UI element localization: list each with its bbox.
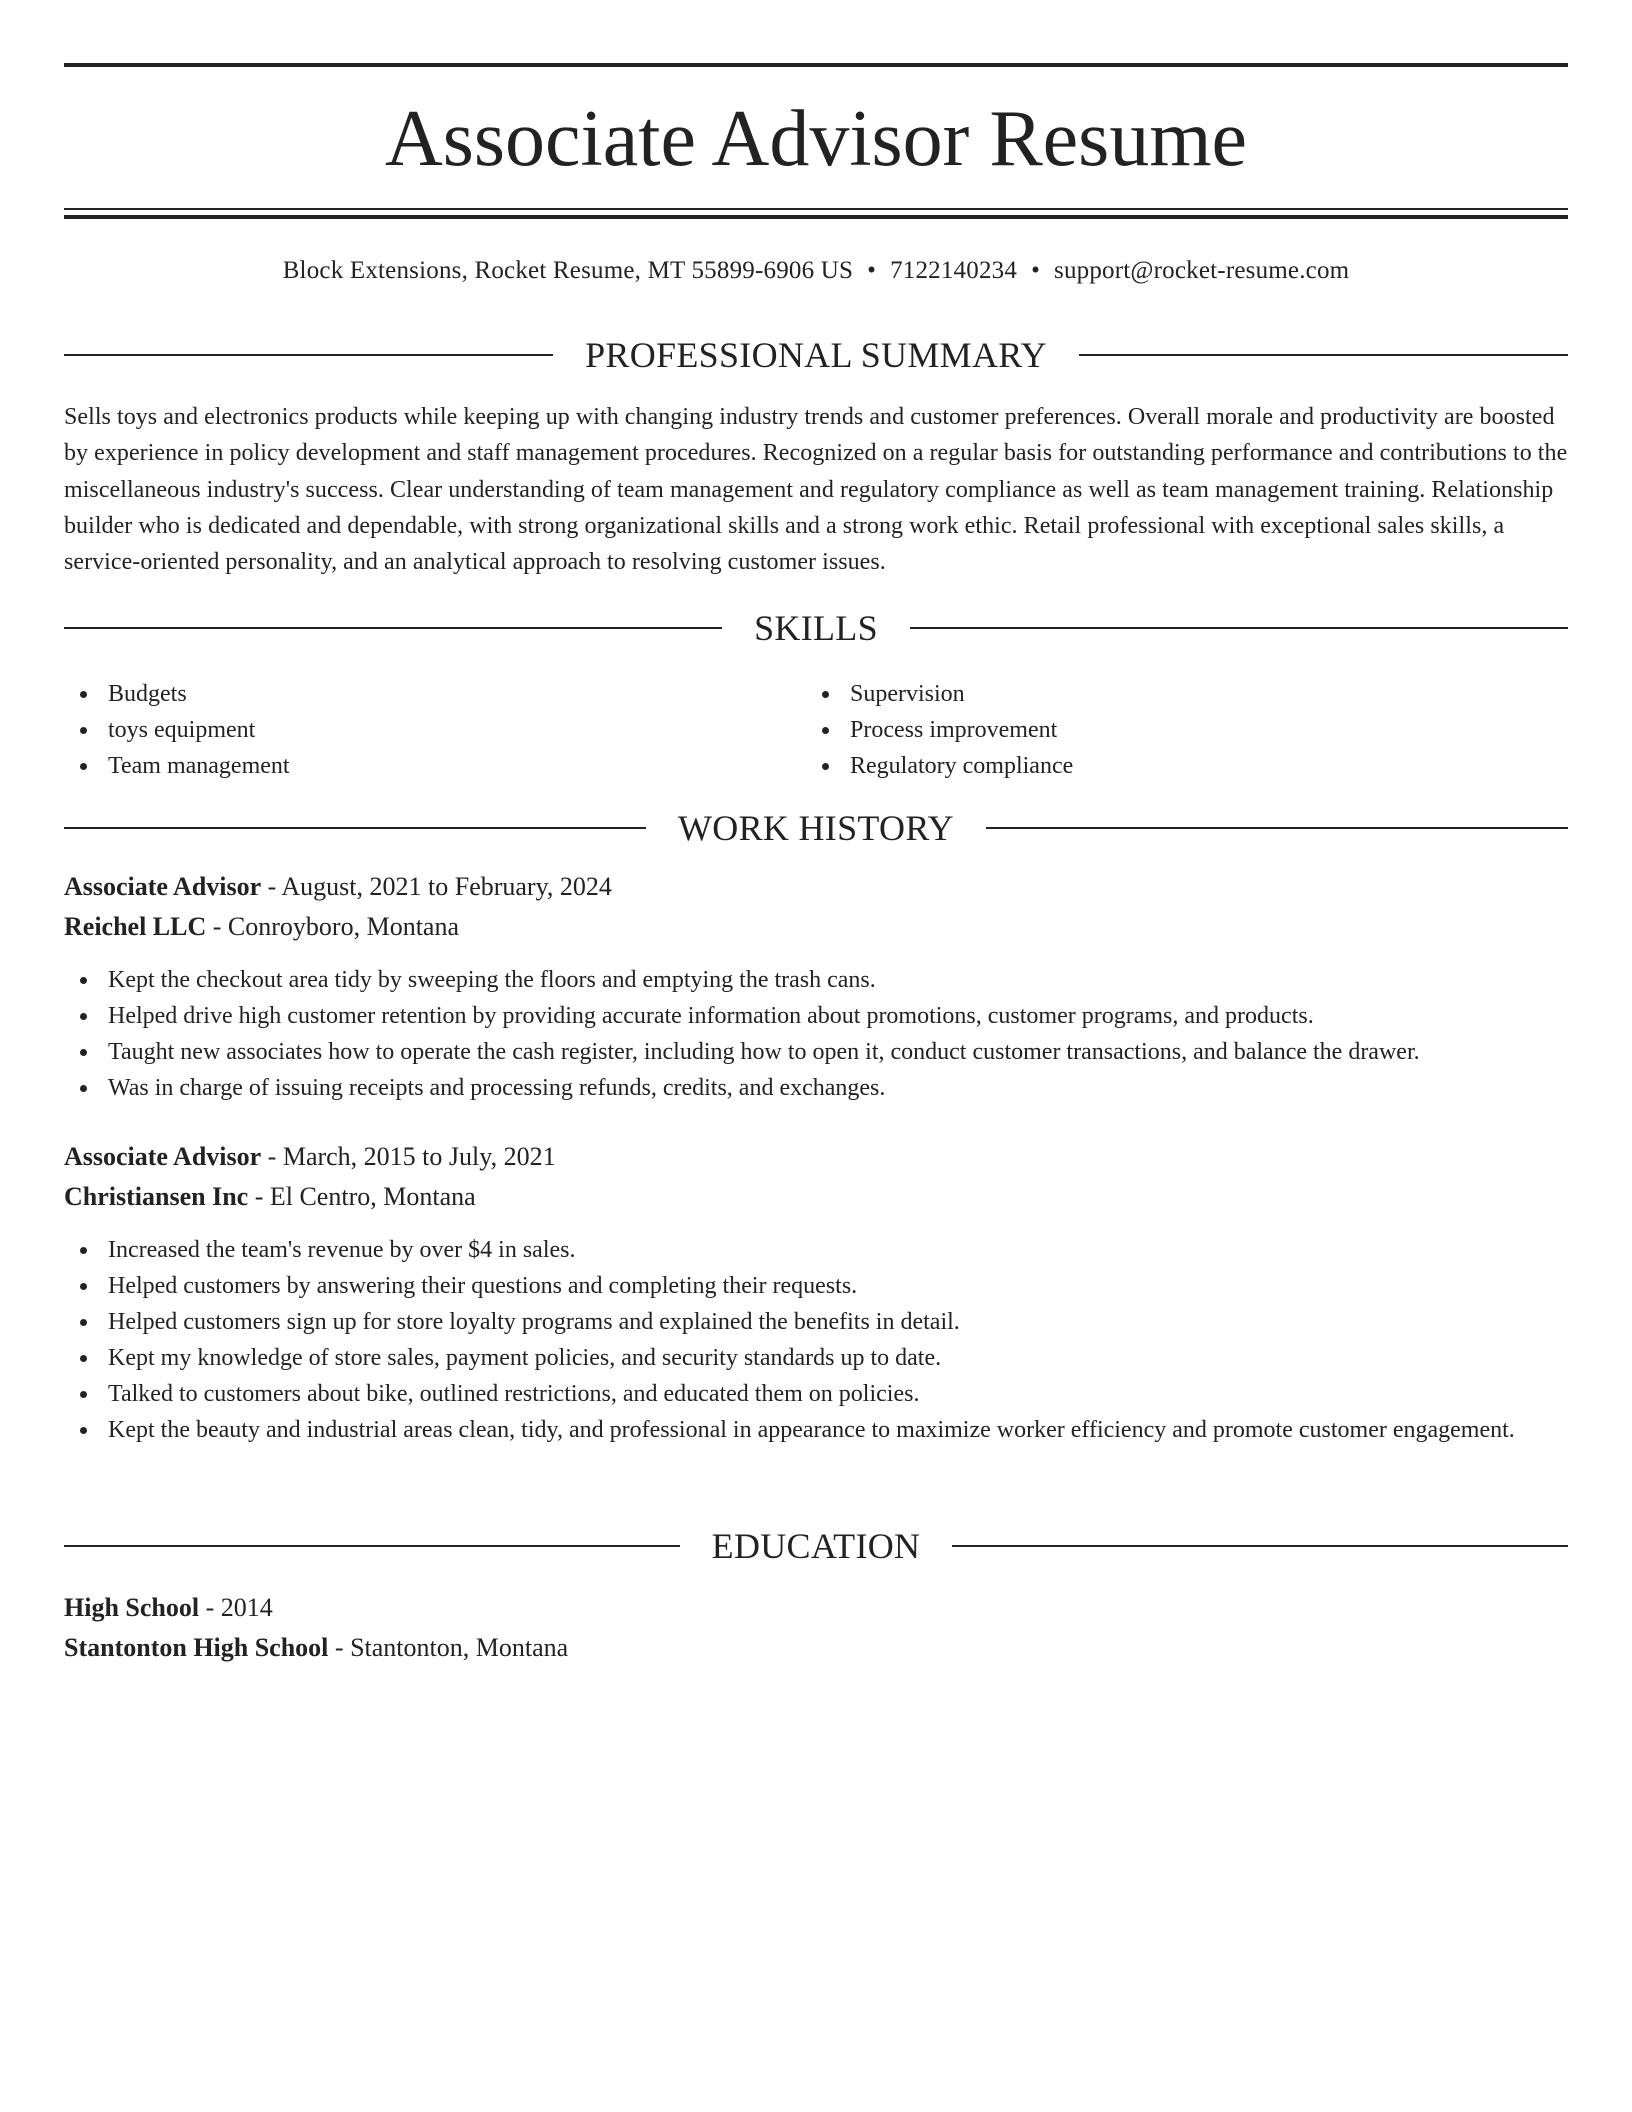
contact-separator: • — [1031, 257, 1041, 284]
education-heading-text: EDUCATION — [711, 1526, 921, 1566]
education-degree: High School — [64, 1593, 200, 1622]
skill-item: Budgets — [64, 676, 764, 712]
skills-heading — [64, 606, 1568, 650]
skills-heading-text: SKILLS — [754, 608, 878, 648]
skills-list-left — [64, 676, 764, 784]
education-school: Stantonton High School — [64, 1633, 329, 1662]
job-bullet: Helped customers sign up for store loyalty programs and explained the benefits in detail. — [64, 1304, 1568, 1340]
summary-text: Sells toys and electronics products while keeping up with changing industry trends and customer preferences. Overall morale and productivity are boosted by experience in policy development and staff management procedures. Recognized on a regular basis for outstanding performance and contributions to the miscellaneous industry's success. Clear understanding of team management and regulatory compliance as well as team management training. Relationship builder who is dedicated and dependable, with strong organizational skills and a strong work ethic. Retail professional with exceptional sales skills, a service-oriented personality, and an analytical approach to resolving customer issues. — [64, 404, 1568, 576]
job-location: - Conroyboro, Montana — [206, 912, 460, 941]
skill-item: Supervision — [806, 676, 1506, 712]
job-bullet: Helped drive high customer retention by providing accurate information about promotions, customer programs, and products. — [64, 998, 1568, 1034]
summary-heading — [64, 333, 1568, 377]
contact-address: Block Extensions, Rocket Resume, MT 55899-6906 US — [282, 257, 854, 284]
job-company-line — [64, 1179, 476, 1215]
education-school-line — [64, 1630, 568, 1666]
contact-email: support@rocket-resume.com — [1054, 257, 1350, 284]
education-year: - 2014 — [199, 1593, 273, 1622]
education-location: - Stantonton, Montana — [328, 1633, 569, 1662]
job-title-line — [64, 869, 612, 905]
job-dates: - March, 2015 to July, 2021 — [261, 1142, 556, 1171]
contact-phone: 7122140234 — [890, 257, 1018, 284]
job-location: - El Centro, Montana — [248, 1182, 476, 1211]
top-rule — [64, 63, 1568, 67]
skill-item: Process improvement — [806, 712, 1506, 748]
job-bullets — [64, 1232, 1568, 1448]
job-company: Christiansen Inc — [64, 1182, 249, 1211]
job-bullet: Taught new associates how to operate the cash register, including how to open it, conduct customer transactions, and balance the drawer. — [64, 1034, 1568, 1070]
skill-item: toys equipment — [64, 712, 764, 748]
job-bullet: Kept the checkout area tidy by sweeping the floors and emptying the trash cans. — [64, 962, 1568, 998]
job-title-line — [64, 1139, 556, 1175]
job-company-line — [64, 909, 459, 945]
job-bullet: Kept the beauty and industrial areas clean, tidy, and professional in appearance to maximize worker efficiency and promote customer engagement. — [64, 1412, 1568, 1448]
title-rule-thin — [64, 208, 1568, 210]
job-bullet: Was in charge of issuing receipts and processing refunds, credits, and exchanges. — [64, 1070, 1568, 1106]
resume-title: Associate Advisor Resume — [384, 95, 1248, 183]
job-dates: - August, 2021 to February, 2024 — [261, 872, 612, 901]
title-rule-thick — [64, 215, 1568, 219]
education-degree-line — [64, 1590, 273, 1626]
skills-list-right — [806, 676, 1506, 784]
contact-line — [64, 253, 1568, 289]
job-bullets — [64, 962, 1568, 1106]
job-title: Associate Advisor — [64, 872, 262, 901]
skill-item: Team management — [64, 748, 764, 784]
work-heading — [64, 806, 1568, 850]
job-company: Reichel LLC — [64, 912, 207, 941]
education-heading — [64, 1524, 1568, 1568]
skill-item: Regulatory compliance — [806, 748, 1506, 784]
job-bullet: Talked to customers about bike, outlined restrictions, and educated them on policies. — [64, 1376, 1568, 1412]
job-bullet: Kept my knowledge of store sales, payment policies, and security standards up to date. — [64, 1340, 1568, 1376]
job-bullet: Helped customers by answering their questions and completing their requests. — [64, 1268, 1568, 1304]
contact-separator: • — [867, 257, 877, 284]
job-bullet: Increased the team's revenue by over $4 in sales. — [64, 1232, 1568, 1268]
work-heading-text: WORK HISTORY — [678, 808, 954, 848]
summary-heading-text: PROFESSIONAL SUMMARY — [585, 335, 1047, 375]
job-title: Associate Advisor — [64, 1142, 262, 1171]
